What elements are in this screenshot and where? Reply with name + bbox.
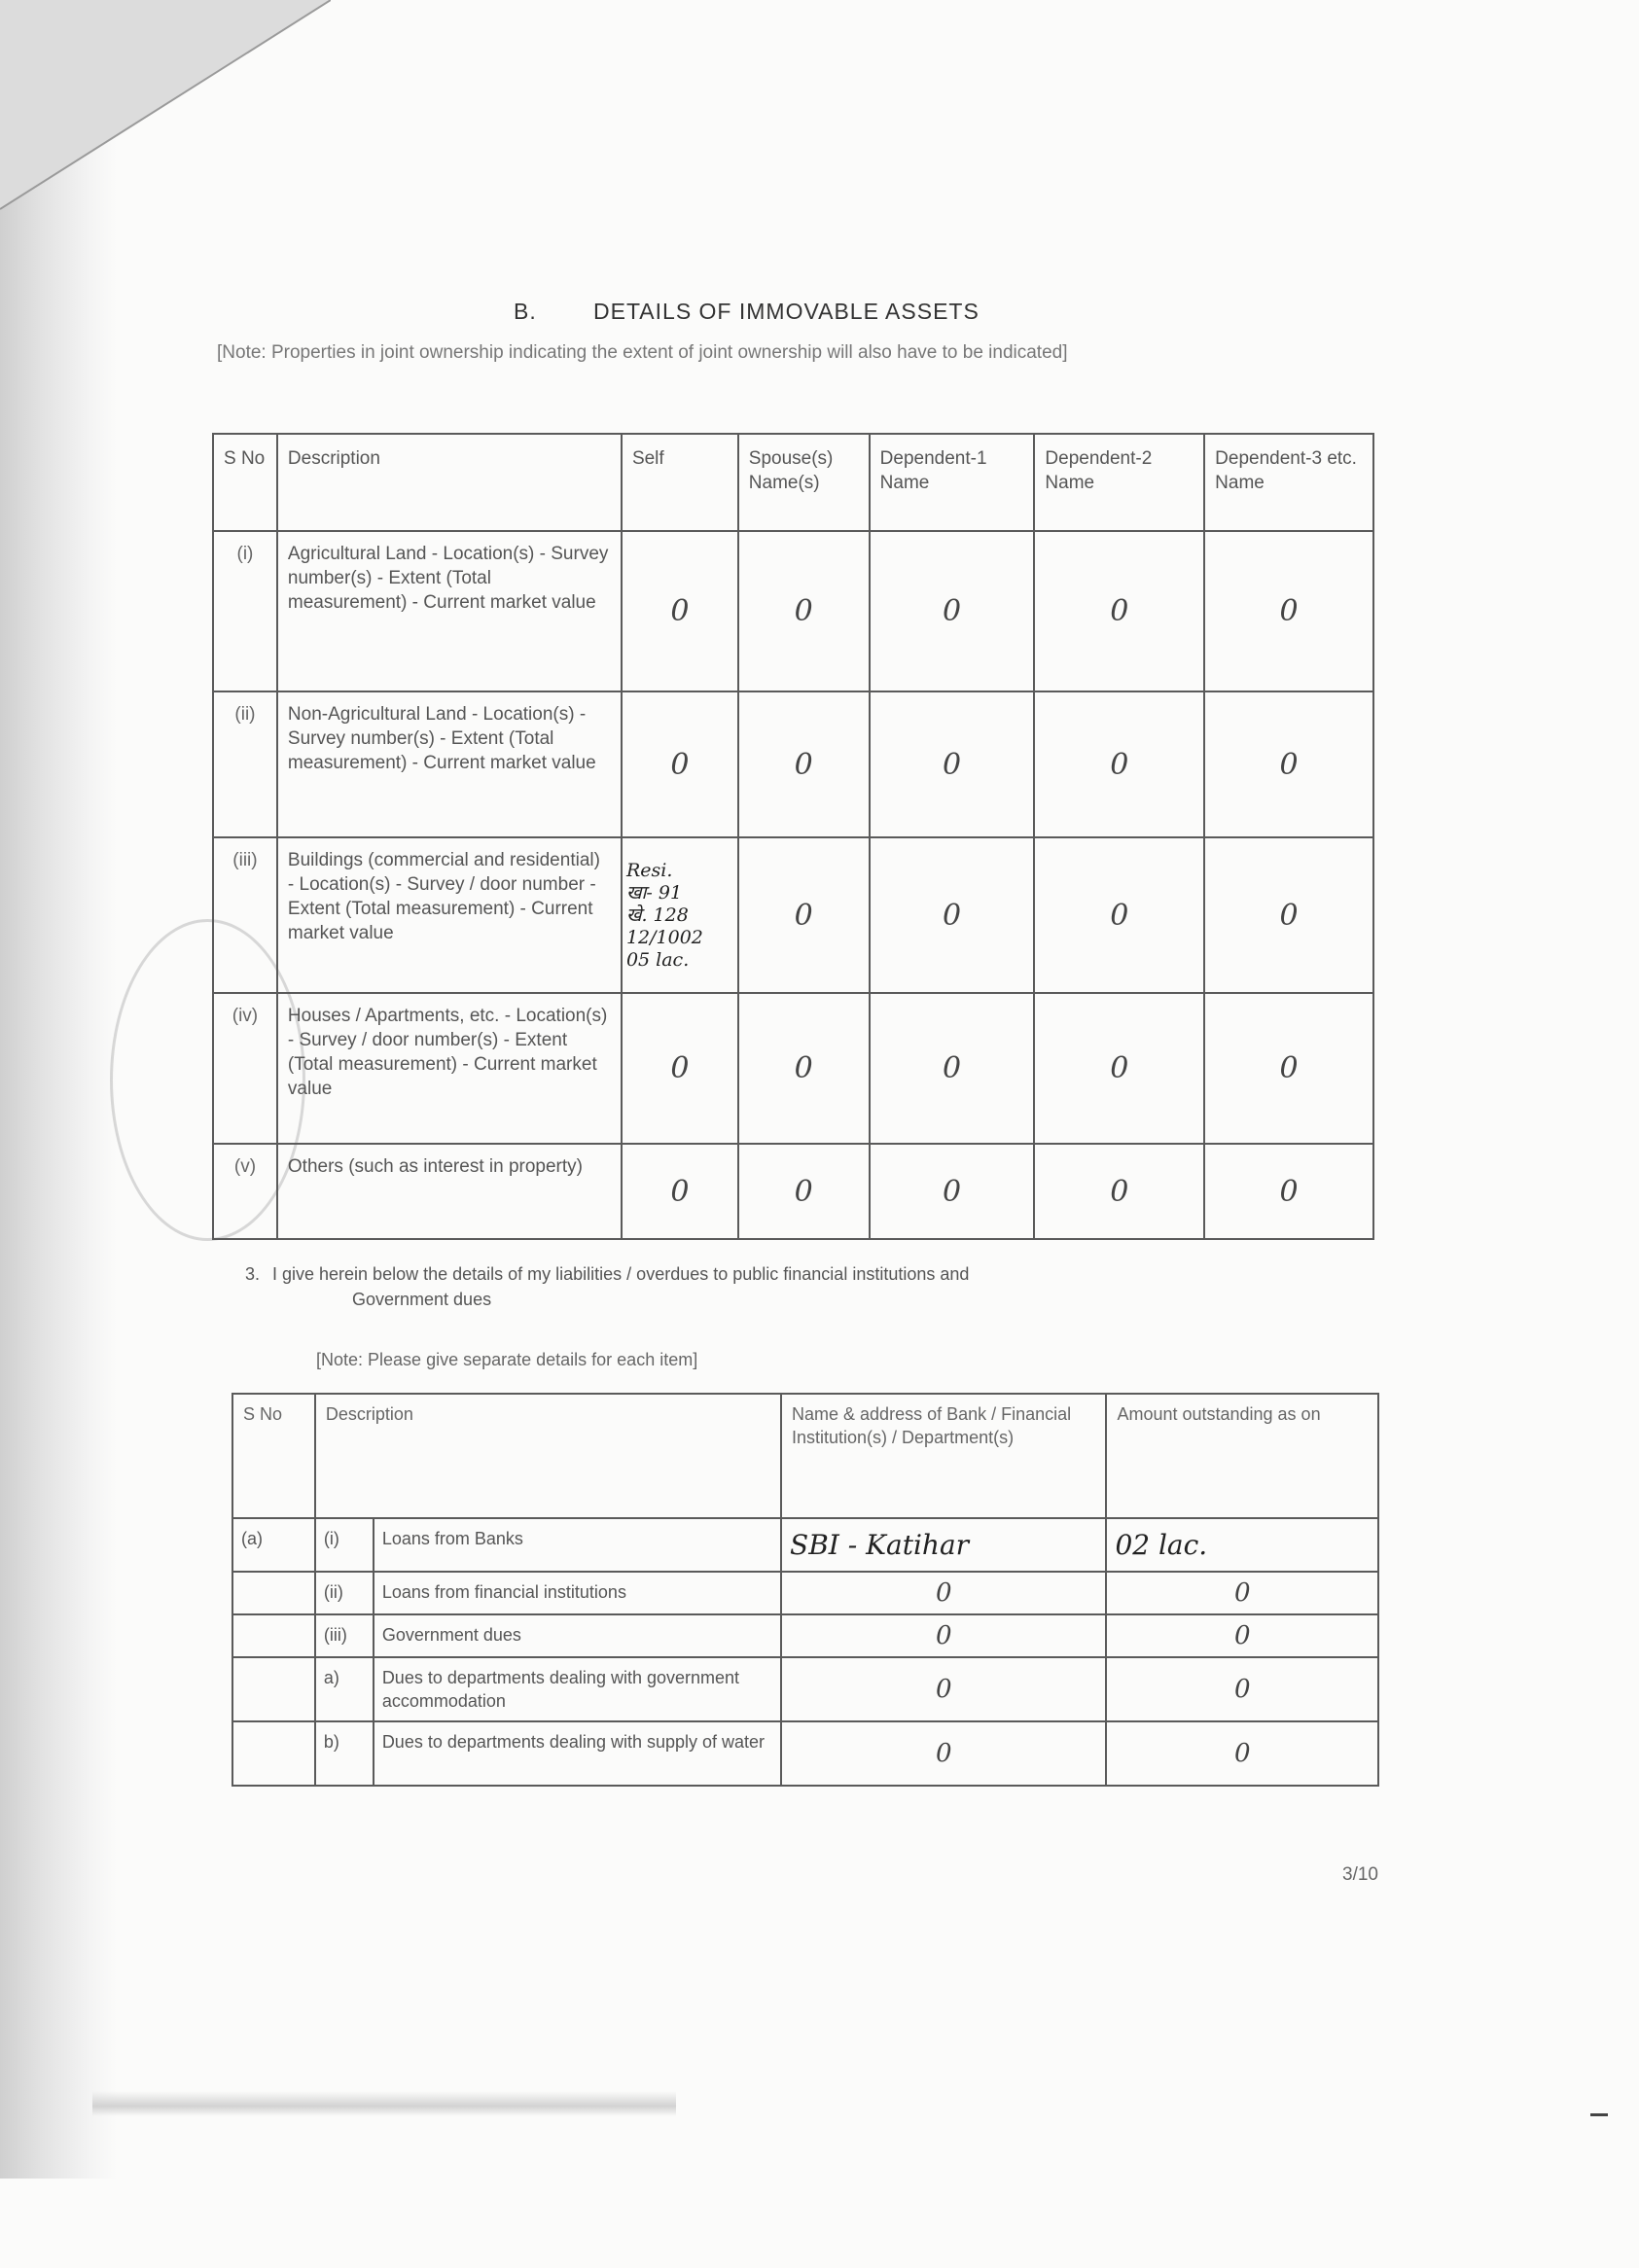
- row-description: Dues to departments dealing with government accommodation: [374, 1657, 781, 1721]
- immovable-assets-table: [212, 433, 1374, 1240]
- value-dependent-1: 0: [870, 1144, 1035, 1239]
- table-row: [232, 1721, 1378, 1786]
- header-dependent-2: Dependent-2 Name: [1034, 434, 1204, 531]
- scan-streak: [92, 2091, 676, 2116]
- value-dependent-2: 0: [1034, 1144, 1204, 1239]
- handwritten-line: 05 lac.: [625, 948, 690, 971]
- value-amount: 0: [1106, 1614, 1378, 1657]
- folded-corner: [0, 0, 331, 224]
- table-row: [232, 1572, 1378, 1614]
- row-sno: [232, 1572, 315, 1614]
- header-bank: Name & address of Bank / Financial Institution(s) / Department(s): [781, 1394, 1106, 1518]
- row-sub-number: (ii): [315, 1572, 374, 1614]
- row-sno: (i): [213, 531, 277, 691]
- header-amount: Amount outstanding as on: [1106, 1394, 1378, 1518]
- value-bank: 0: [781, 1614, 1106, 1657]
- row-sno: [232, 1657, 315, 1721]
- value-self: 0: [622, 691, 738, 837]
- row-sub-number: (iii): [315, 1614, 374, 1657]
- value-bank: 0: [781, 1657, 1106, 1721]
- section-letter: B.: [514, 299, 537, 324]
- table-row: [232, 1518, 1378, 1572]
- value-self-handwritten: [622, 837, 738, 993]
- value-self: 0: [622, 531, 738, 691]
- row-sub-number: a): [315, 1657, 374, 1721]
- row-sno: (a): [232, 1518, 315, 1572]
- value-amount: 0: [1106, 1572, 1378, 1614]
- handwritten-line: 12/1002: [625, 926, 703, 948]
- header-description: Description: [315, 1394, 781, 1518]
- value-bank: 0: [781, 1572, 1106, 1614]
- row-description: Government dues: [374, 1614, 781, 1657]
- row-description: Dues to departments dealing with supply of water: [374, 1721, 781, 1786]
- row-description: Houses / Apartments, etc. - Location(s) - Survey / door number(s) - Extent (Total measurement) - Current market value: [277, 993, 622, 1144]
- row-sno: [232, 1721, 315, 1786]
- table-row: [213, 837, 1373, 993]
- joint-ownership-note: [Note: Properties in joint ownership indicating the extent of joint ownership will also have to be indicated]: [217, 342, 1068, 363]
- value-dependent-1: 0: [870, 837, 1035, 993]
- value-spouse: 0: [738, 531, 870, 691]
- value-dependent-2: 0: [1034, 531, 1204, 691]
- value-spouse: 0: [738, 691, 870, 837]
- header-description: Description: [277, 434, 622, 531]
- row-description: Agricultural Land - Location(s) - Survey number(s) - Extent (Total measurement) - Current market value: [277, 531, 622, 691]
- liabilities-intro-line-2: Government dues: [352, 1290, 492, 1309]
- value-dependent-3: 0: [1204, 993, 1373, 1144]
- header-sno: S No: [213, 434, 277, 531]
- row-description: Non-Agricultural Land - Location(s) - Survey number(s) - Extent (Total measurement) - Current market value: [277, 691, 622, 837]
- table-row: [213, 1144, 1373, 1239]
- value-dependent-2: 0: [1034, 993, 1204, 1144]
- value-dependent-2: 0: [1034, 691, 1204, 837]
- value-spouse: 0: [738, 993, 870, 1144]
- section-title: DETAILS OF IMMOVABLE ASSETS: [593, 299, 980, 324]
- table-header-row: [213, 434, 1373, 531]
- value-dependent-3: 0: [1204, 837, 1373, 993]
- value-dependent-3: 0: [1204, 531, 1373, 691]
- table-row: [213, 691, 1373, 837]
- header-dependent-3: Dependent-3 etc. Name: [1204, 434, 1373, 531]
- value-dependent-1: 0: [870, 993, 1035, 1144]
- row-sno: (ii): [213, 691, 277, 837]
- value-self: 0: [622, 1144, 738, 1239]
- value-amount: 0: [1106, 1657, 1378, 1721]
- header-self: Self: [622, 434, 738, 531]
- value-spouse: 0: [738, 837, 870, 993]
- value-bank: 0: [781, 1721, 1106, 1786]
- table-row: [213, 531, 1373, 691]
- liabilities-note: [Note: Please give separate details for each item]: [316, 1350, 698, 1369]
- value-amount: 0: [1106, 1721, 1378, 1786]
- value-dependent-3: 0: [1204, 691, 1373, 837]
- section-heading: [514, 299, 980, 325]
- row-description: Others (such as interest in property): [277, 1144, 622, 1239]
- row-description: Buildings (commercial and residential) - Location(s) - Survey / door number - Extent (Total measurement) - Current market value: [277, 837, 622, 993]
- row-description: Loans from financial institutions: [374, 1572, 781, 1614]
- liabilities-intro: [245, 1261, 1364, 1312]
- row-sno: (iii): [213, 837, 277, 993]
- header-spouse: Spouse(s) Name(s): [738, 434, 870, 531]
- row-description: Loans from Banks: [374, 1518, 781, 1572]
- handwritten-line: Resi.: [625, 859, 673, 881]
- value-dependent-1: 0: [870, 691, 1035, 837]
- value-bank: SBI - Katihar: [781, 1518, 1106, 1572]
- table-row: [213, 993, 1373, 1144]
- row-sno: (iv): [213, 993, 277, 1144]
- header-sno: S No: [232, 1394, 315, 1518]
- row-sub-number: (i): [315, 1518, 374, 1572]
- value-dependent-1: 0: [870, 531, 1035, 691]
- row-sno: [232, 1614, 315, 1657]
- table-row: [232, 1614, 1378, 1657]
- margin-mark: [1590, 2113, 1608, 2116]
- table-header-row: [232, 1394, 1378, 1518]
- handwritten-line: खा- 91: [625, 881, 683, 904]
- liabilities-table: [232, 1393, 1379, 1787]
- header-dependent-1: Dependent-1 Name: [870, 434, 1035, 531]
- page-number: 3/10: [1342, 1864, 1378, 1885]
- handwritten-line: खे. 128: [625, 904, 689, 926]
- row-sno: (v): [213, 1144, 277, 1239]
- value-spouse: 0: [738, 1144, 870, 1239]
- scan-edge-shadow: [0, 0, 117, 2179]
- value-self: 0: [622, 993, 738, 1144]
- liabilities-number: 3.: [245, 1264, 261, 1284]
- table-row: [232, 1657, 1378, 1721]
- liabilities-intro-line-1: I give herein below the details of my liabilities / overdues to public financial institutions and: [272, 1264, 970, 1284]
- row-sub-number: b): [315, 1721, 374, 1786]
- value-dependent-3: 0: [1204, 1144, 1373, 1239]
- value-dependent-2: 0: [1034, 837, 1204, 993]
- value-amount: 02 lac.: [1106, 1518, 1378, 1572]
